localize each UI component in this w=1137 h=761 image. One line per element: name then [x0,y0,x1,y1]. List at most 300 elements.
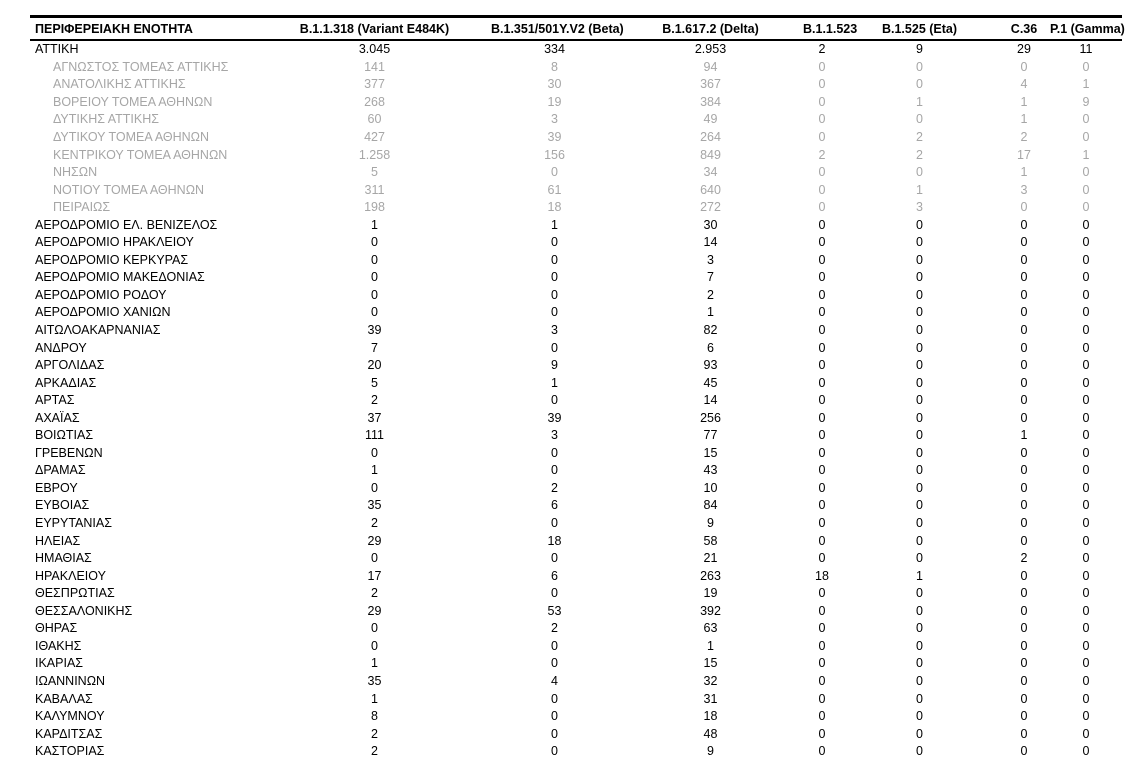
case-count-cell: 29 [367,533,382,548]
region-name-cell: ΑΝΔΡΟΥ [35,340,87,355]
case-count-cell: 14 [703,393,718,408]
case-count-cell: 0 [916,516,923,531]
case-count-cell: 37 [367,410,382,425]
case-count-cell: 0 [1020,270,1028,285]
case-count-cell: 0 [1082,410,1090,425]
case-count-cell: 0 [818,621,826,636]
region-name-cell: ΑΕΡΟΔΡΟΜΙΟ ΜΑΚΕΔΟΝΙΑΣ [35,270,205,285]
column-header-variant: B.1.351/501Y.V2 (Beta) [491,17,618,41]
region-name-cell: ΗΜΑΘΙΑΣ [35,551,92,566]
case-count-cell: 0 [551,691,558,706]
column-header-region: ΠΕΡΙΦΕΡΕΙΑΚΗ ΕΝΟΤΗΤΑ [30,17,258,41]
region-name-cell: ΙΘΑΚΗΣ [35,638,82,653]
case-count-cell: 0 [1082,603,1090,618]
case-count-cell: 0 [818,480,826,495]
case-count-cell: 8 [551,59,558,74]
case-count-cell: 0 [916,603,923,618]
region-name-cell: ΠΕΙΡΑΙΩΣ [53,200,111,215]
table-row [30,603,1122,621]
case-count-cell: 0 [1082,270,1090,285]
case-count-cell: 0 [916,726,923,741]
column-header-variant: B.1.1.523 [803,17,841,41]
case-count-cell: 0 [818,77,826,92]
case-count-cell: 0 [818,603,826,618]
region-name-cell: ΘΗΡΑΣ [35,621,78,636]
case-count-cell: 2 [818,42,826,57]
case-count-cell: 0 [916,410,923,425]
case-count-cell: 0 [916,375,923,390]
case-count-cell: 0 [551,744,558,759]
case-count-cell: 0 [818,235,826,250]
case-count-cell: 5 [371,165,378,180]
case-count-cell: 0 [1082,182,1090,197]
case-count-cell: 0 [1020,323,1028,338]
case-count-cell: 39 [367,323,382,338]
case-count-cell: 1 [916,94,923,109]
case-count-cell: 6 [707,340,714,355]
case-count-cell: 3.045 [358,42,391,57]
case-count-cell: 94 [703,59,718,74]
case-count-cell: 21 [703,551,718,566]
table-row [30,673,1122,691]
case-count-cell: 0 [1082,200,1090,215]
case-count-cell: 0 [1082,656,1090,671]
table-row [30,216,1122,234]
case-count-cell: 43 [703,463,718,478]
case-count-cell: 2 [818,147,826,162]
case-count-cell: 0 [818,656,826,671]
case-count-cell: 2 [551,621,558,636]
table-row [30,287,1122,305]
case-count-cell: 3 [1020,182,1028,197]
case-count-cell: 5 [371,375,378,390]
table-row [30,252,1122,270]
region-name-cell: ΕΥΡΥΤΑΝΙΑΣ [35,516,112,531]
case-count-cell: 0 [818,200,826,215]
table-subrow [30,164,1122,182]
variants-table [30,15,1125,760]
case-count-cell: 1 [371,691,378,706]
case-count-cell: 45 [703,375,718,390]
case-count-cell: 0 [1082,691,1090,706]
table-row [30,497,1122,515]
case-count-cell: 0 [1082,533,1090,548]
case-count-cell: 63 [703,621,718,636]
case-count-cell: 0 [1082,165,1090,180]
case-count-cell: 0 [371,551,378,566]
case-count-cell: 9 [1082,94,1090,109]
case-count-cell: 0 [818,445,826,460]
region-name-cell: ΕΒΡΟΥ [35,480,78,495]
case-count-cell: 0 [371,252,378,267]
case-count-cell: 7 [707,270,714,285]
case-count-cell: 264 [700,130,721,144]
case-count-cell: 0 [818,358,826,373]
table-row [30,40,1122,59]
column-header-variant: C.36 [998,17,1050,41]
table-row [30,585,1122,603]
case-count-cell: 17 [1017,147,1031,162]
table-row [30,550,1122,568]
region-name-cell: ΑΤΤΙΚΗ [35,42,79,57]
case-count-cell: 849 [700,147,721,162]
table-row [30,427,1122,445]
case-count-cell: 2 [707,287,714,302]
case-count-cell: 4 [551,673,558,688]
case-count-cell: 0 [916,709,923,724]
case-count-cell: 0 [1082,235,1090,250]
case-count-cell: 0 [818,252,826,267]
table-row [30,725,1122,743]
case-count-cell: 0 [1082,480,1090,495]
case-count-cell: 0 [551,726,558,741]
case-count-cell: 156 [544,147,565,162]
case-count-cell: 0 [818,393,826,408]
case-count-cell: 1 [707,305,714,320]
region-name-cell: ΚΕΝΤΡΙΚΟΥ ΤΟΜΕΑ ΑΘΗΝΩΝ [53,147,228,162]
table-row [30,409,1122,427]
table-row [30,445,1122,463]
case-count-cell: 0 [1082,375,1090,390]
table-row [30,357,1122,375]
case-count-cell: 0 [916,323,923,338]
region-name-cell: ΔΡΑΜΑΣ [35,463,86,478]
case-count-cell: 0 [1020,673,1028,688]
case-count-cell: 0 [818,691,826,706]
case-count-cell: 0 [1020,200,1028,215]
case-count-cell: 9 [707,744,714,759]
case-count-cell: 0 [818,59,826,74]
case-count-cell: 0 [916,744,923,759]
case-count-cell: 0 [916,305,923,320]
case-count-cell: 15 [703,445,718,460]
case-count-cell: 0 [818,498,826,513]
case-count-cell: 0 [371,480,378,495]
case-count-cell: 29 [367,603,382,618]
table-row [30,374,1122,392]
case-count-cell: 1 [1020,165,1028,180]
region-name-cell: ΑΡΓΟΛΙΔΑΣ [35,358,105,373]
case-count-cell: 0 [1082,638,1090,653]
case-count-cell: 384 [700,94,721,109]
case-count-cell: 0 [551,709,558,724]
case-count-cell: 1.258 [358,147,391,162]
case-count-cell: 34 [703,165,718,180]
case-count-cell: 0 [818,709,826,724]
case-count-cell: 0 [1020,235,1028,250]
case-count-cell: 10 [703,480,718,495]
table-subrow [30,199,1122,217]
region-name-cell: ΔΥΤΙΚΗΣ ΑΤΤΙΚΗΣ [53,112,159,127]
column-header-variant: B.1.1.318 (Variant E484K) [258,17,491,41]
case-count-cell: 20 [367,358,382,373]
table-row [30,515,1122,533]
case-count-cell: 0 [818,463,826,478]
case-count-cell: 0 [916,551,923,566]
region-name-cell: ΝΗΣΩΝ [53,165,98,180]
region-name-cell: ΘΕΣΣΑΛΟΝΙΚΗΣ [35,603,133,618]
region-name-cell: ΙΚΑΡΙΑΣ [35,656,84,671]
case-count-cell: 0 [1020,217,1028,232]
case-count-cell: 0 [551,586,558,601]
case-count-cell: 0 [1082,323,1090,338]
case-count-cell: 0 [916,480,923,495]
case-count-cell: 0 [916,393,923,408]
case-count-cell: 31 [703,691,718,706]
case-count-cell: 1 [1020,112,1028,127]
case-count-cell: 0 [818,744,826,759]
case-count-cell: 2 [916,130,923,144]
case-count-cell: 0 [1020,638,1028,653]
case-count-cell: 15 [703,656,718,671]
case-count-cell: 30 [547,77,562,92]
case-count-cell: 19 [547,94,562,109]
case-count-cell: 0 [916,165,923,180]
case-count-cell: 0 [1020,340,1028,355]
region-name-cell: ΘΕΣΠΡΩΤΙΑΣ [35,586,115,601]
table-subrow [30,94,1122,112]
case-count-cell: 3 [707,252,714,267]
case-count-cell: 0 [916,235,923,250]
case-count-cell: 0 [818,340,826,355]
case-count-cell: 0 [371,270,378,285]
case-count-cell: 0 [818,428,826,443]
case-count-cell: 0 [1020,410,1028,425]
case-count-cell: 0 [1082,516,1090,531]
case-count-cell: 2 [916,147,923,162]
case-count-cell: 0 [1082,287,1090,302]
case-count-cell: 0 [1020,305,1028,320]
case-count-cell: 0 [1020,59,1028,74]
region-name-cell: ΑΕΡΟΔΡΟΜΙΟ ΚΕΡΚΥΡΑΣ [35,252,189,267]
case-count-cell: 0 [818,217,826,232]
case-count-cell: 6 [551,568,558,583]
case-count-cell: 0 [916,463,923,478]
case-count-cell: 0 [1082,428,1090,443]
region-name-cell: ΑΕΡΟΔΡΟΜΙΟ ΧΑΝΙΩΝ [35,305,171,320]
case-count-cell: 3 [551,428,558,443]
case-count-cell: 0 [1020,656,1028,671]
table-row [30,339,1122,357]
case-count-cell: 0 [818,586,826,601]
case-count-cell: 3 [551,112,558,127]
case-count-cell: 0 [1082,621,1090,636]
case-count-cell: 0 [1020,393,1028,408]
case-count-cell: 0 [916,691,923,706]
case-count-cell: 256 [700,410,721,425]
case-count-cell: 0 [818,165,826,180]
case-count-cell: 4 [1020,77,1028,92]
case-count-cell: 2 [371,726,378,741]
case-count-cell: 14 [703,235,718,250]
case-count-cell: 0 [1020,287,1028,302]
table-row [30,462,1122,480]
case-count-cell: 1 [1020,94,1028,109]
case-count-cell: 0 [371,638,378,653]
case-count-cell: 9 [916,42,923,57]
case-count-cell: 0 [371,445,378,460]
case-count-cell: 0 [818,305,826,320]
case-count-cell: 0 [1082,568,1090,583]
case-count-cell: 0 [1020,568,1028,583]
table-row [30,743,1122,761]
case-count-cell: 2 [1020,551,1028,566]
case-count-cell: 0 [916,340,923,355]
case-count-cell: 198 [364,200,385,215]
case-count-cell: 111 [364,428,384,443]
case-count-cell: 0 [1020,726,1028,741]
case-count-cell: 263 [700,568,721,583]
case-count-cell: 1 [707,638,714,653]
region-name-cell: ΑΝΑΤΟΛΙΚΗΣ ΑΤΤΙΚΗΣ [53,77,186,92]
case-count-cell: 0 [551,656,558,671]
case-count-cell: 0 [818,551,826,566]
table-subrow [30,146,1122,164]
case-count-cell: 0 [1082,340,1090,355]
case-count-cell: 0 [916,77,923,92]
region-name-cell: ΑΕΡΟΔΡΟΜΙΟ ΗΡΑΚΛΕΙΟΥ [35,235,194,250]
region-name-cell: ΕΥΒΟΙΑΣ [35,498,90,513]
case-count-cell: 39 [547,130,562,144]
case-count-cell: 35 [367,498,382,513]
case-count-cell: 0 [818,516,826,531]
case-count-cell: 0 [1020,586,1028,601]
case-count-cell: 2 [371,516,378,531]
case-count-cell: 0 [818,533,826,548]
case-count-cell: 1 [916,182,923,197]
case-count-cell: 9 [551,358,558,373]
case-count-cell: 2 [551,480,558,495]
case-count-cell: 1 [1082,147,1090,162]
region-name-cell: ΑΕΡΟΔΡΟΜΙΟ ΡΟΔΟΥ [35,287,167,302]
case-count-cell: 0 [818,130,826,144]
region-name-cell: ΗΡΑΚΛΕΙΟΥ [35,568,106,583]
region-name-cell: ΑΙΤΩΛΟΑΚΑΡΝΑΝΙΑΣ [35,323,161,338]
table-row [30,392,1122,410]
table-row [30,532,1122,550]
case-count-cell: 0 [371,621,378,636]
case-count-cell: 1 [1020,428,1028,443]
case-count-cell: 0 [1082,305,1090,320]
table-row [30,567,1122,585]
case-count-cell: 0 [1020,744,1028,759]
table-row [30,690,1122,708]
case-count-cell: 2 [1020,130,1028,144]
case-count-cell: 0 [1020,358,1028,373]
case-count-cell: 0 [818,182,826,197]
case-count-cell: 0 [1020,533,1028,548]
case-count-cell: 0 [916,533,923,548]
region-name-cell: ΑΡΤΑΣ [35,393,75,408]
case-count-cell: 1 [551,217,558,232]
case-count-cell: 0 [371,287,378,302]
case-count-cell: 0 [1020,516,1028,531]
case-count-cell: 0 [1082,252,1090,267]
case-count-cell: 6 [551,498,558,513]
case-count-cell: 272 [700,200,721,215]
table-subrow [30,76,1122,94]
case-count-cell: 84 [703,498,718,513]
table-row [30,304,1122,322]
column-header-variant: B.1.617.2 (Delta) [618,17,803,41]
region-name-cell: ΓΡΕΒΕΝΩΝ [35,445,103,460]
case-count-cell: 1 [371,463,378,478]
case-count-cell: 49 [703,112,718,127]
case-count-cell: 18 [547,200,562,215]
case-count-cell: 8 [371,709,378,724]
region-name-cell: ΒΟΡΕΙΟΥ ΤΟΜΕΑ ΑΘΗΝΩΝ [53,94,213,109]
table-row [30,620,1122,638]
case-count-cell: 268 [364,94,385,109]
region-name-cell: ΚΑΣΤΟΡΙΑΣ [35,744,105,759]
case-count-cell: 0 [818,410,826,425]
case-count-cell: 640 [700,182,721,197]
case-count-cell: 0 [1020,445,1028,460]
case-count-cell: 0 [1020,463,1028,478]
case-count-cell: 0 [551,463,558,478]
case-count-cell: 9 [707,516,714,531]
case-count-cell: 1 [551,375,558,390]
case-count-cell: 58 [703,533,718,548]
case-count-cell: 0 [818,270,826,285]
case-count-cell: 0 [1082,59,1090,74]
case-count-cell: 0 [1020,252,1028,267]
region-name-cell: ΑΕΡΟΔΡΟΜΙΟ ΕΛ. ΒΕΝΙΖΕΛΟΣ [35,217,218,232]
case-count-cell: 0 [1020,480,1028,495]
case-count-cell: 0 [1020,498,1028,513]
case-count-cell: 0 [818,323,826,338]
table-row [30,234,1122,252]
table-subrow [30,59,1122,77]
case-count-cell: 0 [551,551,558,566]
case-count-cell: 60 [367,112,382,127]
region-name-cell: ΑΡΚΑΔΙΑΣ [35,375,97,390]
case-count-cell: 17 [367,568,382,583]
case-count-cell: 18 [815,568,829,583]
case-count-cell: 0 [916,445,923,460]
case-count-cell: 29 [1017,42,1031,57]
case-count-cell: 334 [544,42,565,57]
case-count-cell: 0 [916,673,923,688]
case-count-cell: 0 [916,358,923,373]
region-name-cell: ΔΥΤΙΚΟΥ ΤΟΜΕΑ ΑΘΗΝΩΝ [53,130,210,144]
column-header-variant: B.1.525 (Eta) [841,17,998,41]
case-count-cell: 0 [1082,673,1090,688]
case-count-cell: 32 [703,673,718,688]
case-count-cell: 0 [1082,744,1090,759]
case-count-cell: 0 [1082,393,1090,408]
table-row [30,322,1122,340]
case-count-cell: 0 [551,252,558,267]
case-count-cell: 0 [818,673,826,688]
case-count-cell: 0 [916,252,923,267]
case-count-cell: 39 [547,410,562,425]
case-count-cell: 0 [1082,358,1090,373]
case-count-cell: 0 [1082,551,1090,566]
case-count-cell: 0 [371,305,378,320]
case-count-cell: 1 [371,656,378,671]
case-count-cell: 35 [367,673,382,688]
table-row [30,708,1122,726]
case-count-cell: 0 [916,638,923,653]
case-count-cell: 0 [818,375,826,390]
case-count-cell: 7 [371,340,378,355]
case-count-cell: 0 [1020,691,1028,706]
case-count-cell: 2.953 [694,42,727,57]
case-count-cell: 0 [1082,709,1090,724]
case-count-cell: 18 [703,709,718,724]
case-count-cell: 1 [371,217,378,232]
